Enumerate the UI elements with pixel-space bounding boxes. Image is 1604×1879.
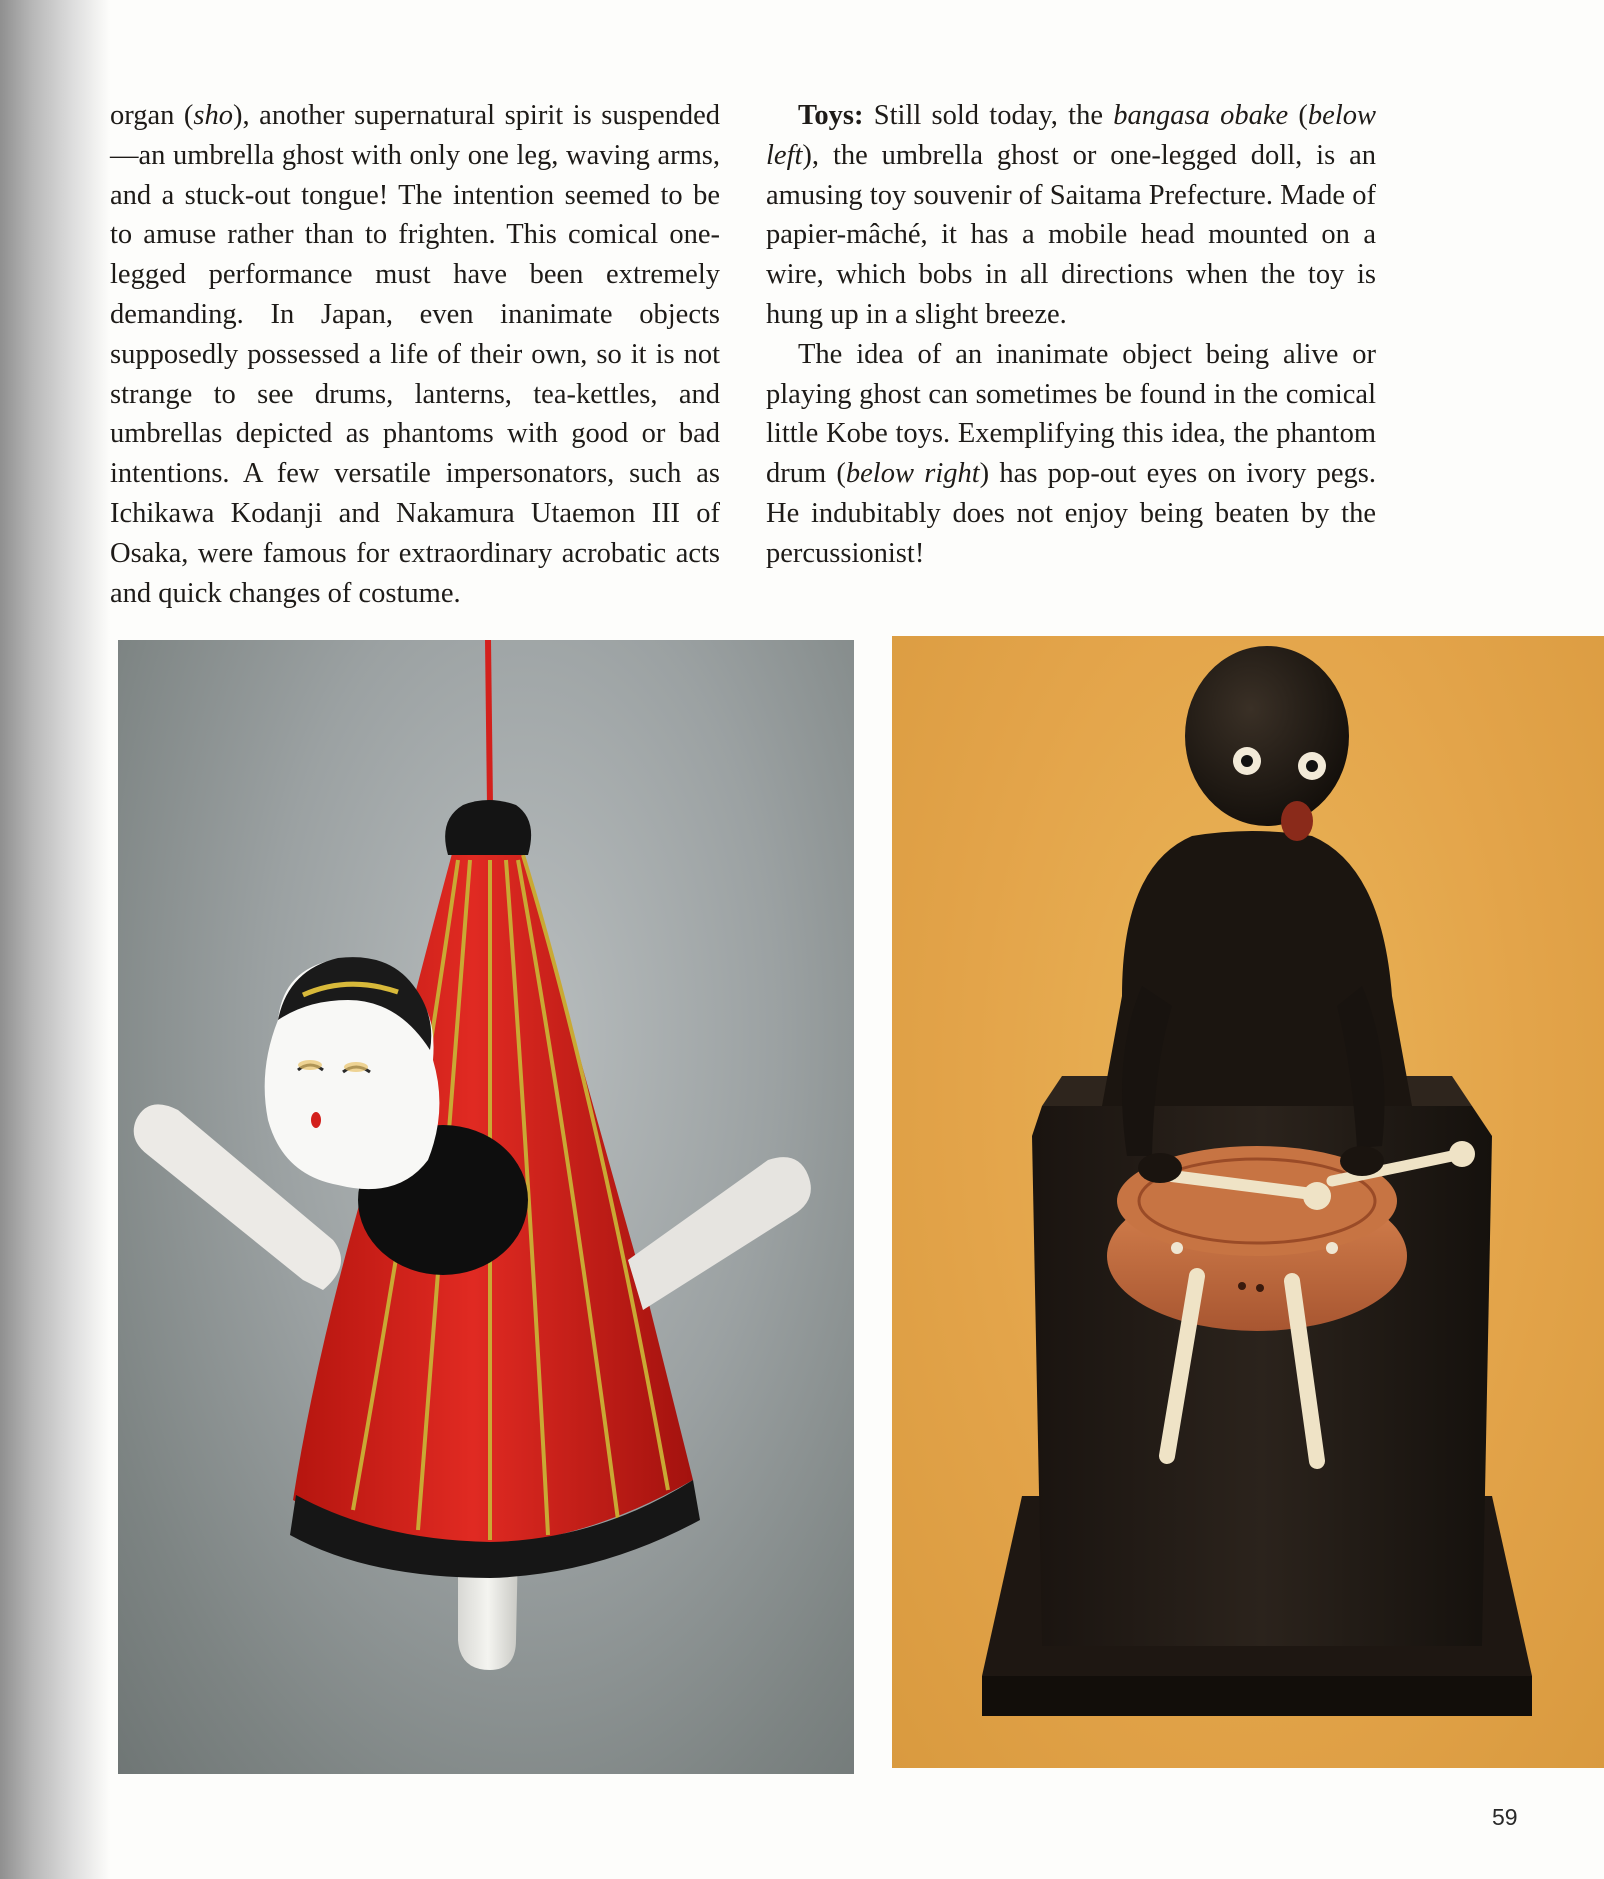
figure-head [1185,646,1349,826]
right-text-column [766,96,1376,574]
book-spine-shadow [0,0,110,1879]
hanging-string [488,640,490,805]
phantom-drum-illustration [892,636,1604,1768]
sho-term: sho [193,100,234,131]
page-number: 59 [1492,1804,1518,1830]
top-cap [445,800,531,855]
right-arm [628,1157,811,1310]
doll-mouth [311,1112,321,1128]
figure-mouth [1281,801,1313,841]
phantom-drum-photo [892,636,1604,1768]
toys-lead-heading: Toys: [798,100,864,131]
umbrella-ghost-photo [118,640,854,1774]
kobe-toys-paragraph: The idea of an inanimate object being alive or playing ghost can sometimes be found in the comical little Kobe toys. Exemplifying this idea, the phantom drum (below right) has pop-out eyes on ivory pegs. He indubitably does not enjoy being beaten by the percussionist! [766,338,1376,569]
toys-paragraph: Toys: Still sold today, the bangasa obake (below left), the umbrella ghost or one-legged doll, is an amusing toy souvenir of Saitama Prefecture. Made of papier-mâché, it has a mobile head mounted on a wire, which bobs in all directions when the toy is hung up in a slight breeze. [766,100,1376,330]
bangasa-obake-term: bangasa obake [1113,100,1289,131]
left-paragraph: organ (sho), another supernatural spirit is suspended—an umbrella ghost with only one leg, waving arms, and a stuck-out tongue! The intention seemed to be to amuse rather than to frighten. This comical one-legged performance must have been extremely demanding. In Japan, even inanimate objects supposedly possessed a life of their own, so it is not strange to see drums, lanterns, tea-kettles, and umbrellas depicted as phantoms with good or bad intentions. A few versatile impersonators, such as Ichikawa Kodanji and Nakamura Utaemon III of Osaka, were famous for extraordinary acrobatic acts and quick changes of costume. [110,100,720,609]
below-left-reference: below left [766,100,1376,171]
left-text-column [110,96,720,613]
umbrella-ghost-illustration [118,640,854,1774]
below-right-reference: below right [845,458,980,490]
